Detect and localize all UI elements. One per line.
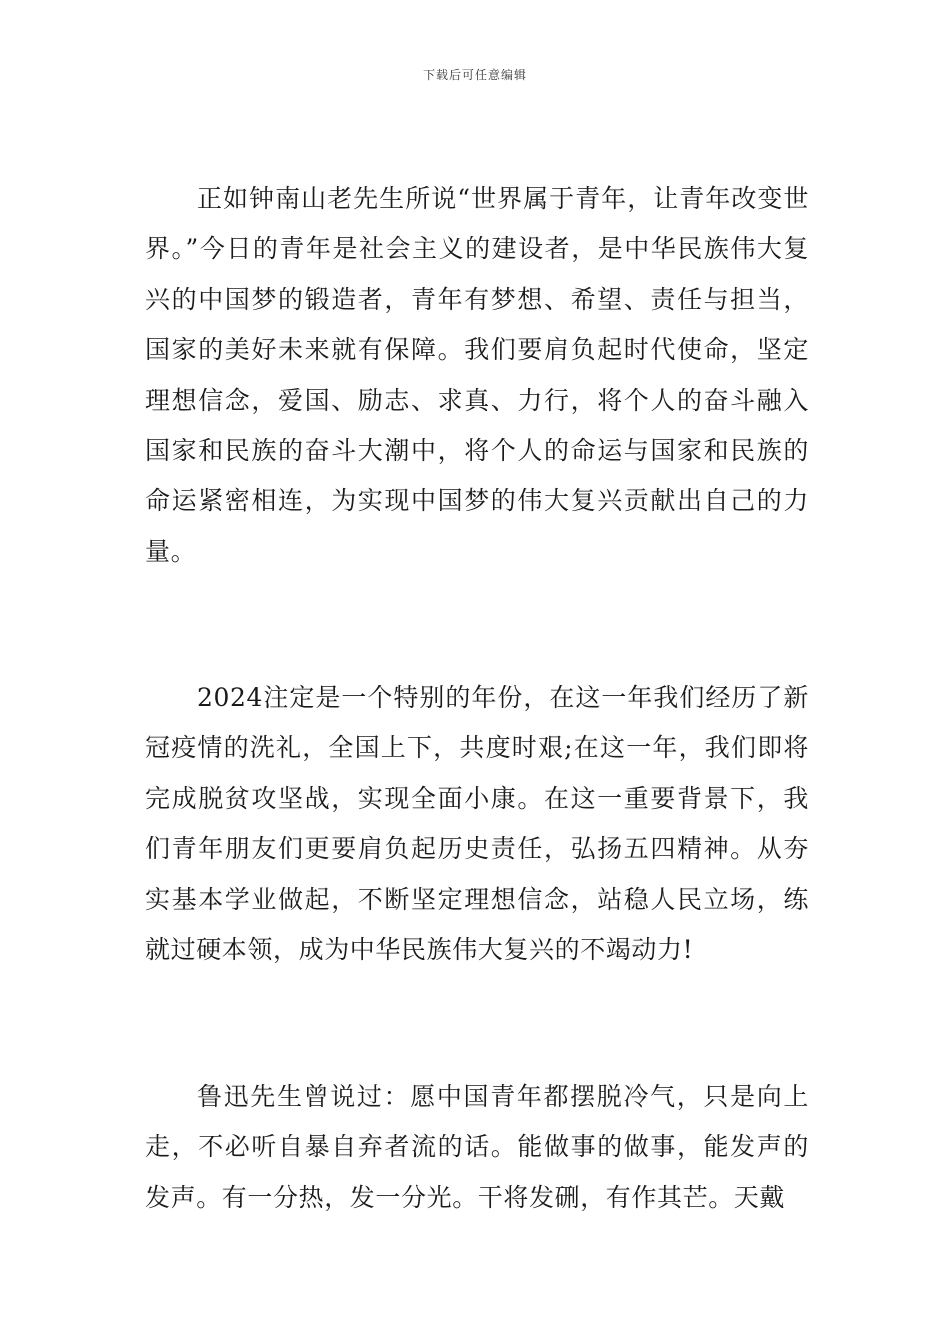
page-header: 下载后可任意编辑 bbox=[422, 68, 527, 82]
paragraph-2: 2024注定是一个特别的年份，在这一年我们经历了新冠疫情的洗礼，全国上下，共度时艰;在这一年，我们即将完成脱贫攻坚战，实现全面小康。在这一重要背景下，我们青年朋友们更要肩负起历史责任，弘扬五四精神。从夯实基本学业做起，不断坚定理想信念，站稳人民立场，练就过硬本领，成为中华民族伟大复兴的不竭动力! bbox=[145, 683, 809, 965]
paragraph-1: 正如钟南山老先生所说“世界属于青年，让青年改变世界。”今日的青年是社会主义的建设者，是中华民族伟大复兴的中国梦的锻造者，青年有梦想、希望、责任与担当，国家的美好未来就有保障。我们要肩负起时代使命，坚定理想信念，爱国、励志、求真、力行，将个人的奋斗融入国家和民族的奋斗大潮中，将个人的命运与国家和民族的命运紧密相连，为实现中国梦的伟大复兴贡献出自己的力量。 bbox=[145, 184, 809, 566]
paragraph-3: 鲁迅先生曾说过：愿中国青年都摆脱冷气，只是向上走，不必听自暴自弃者流的话。能做事的做事，能发声的发声。有一分热，发一分光。干将发硎，有作其芒。天戴 bbox=[145, 1082, 809, 1212]
